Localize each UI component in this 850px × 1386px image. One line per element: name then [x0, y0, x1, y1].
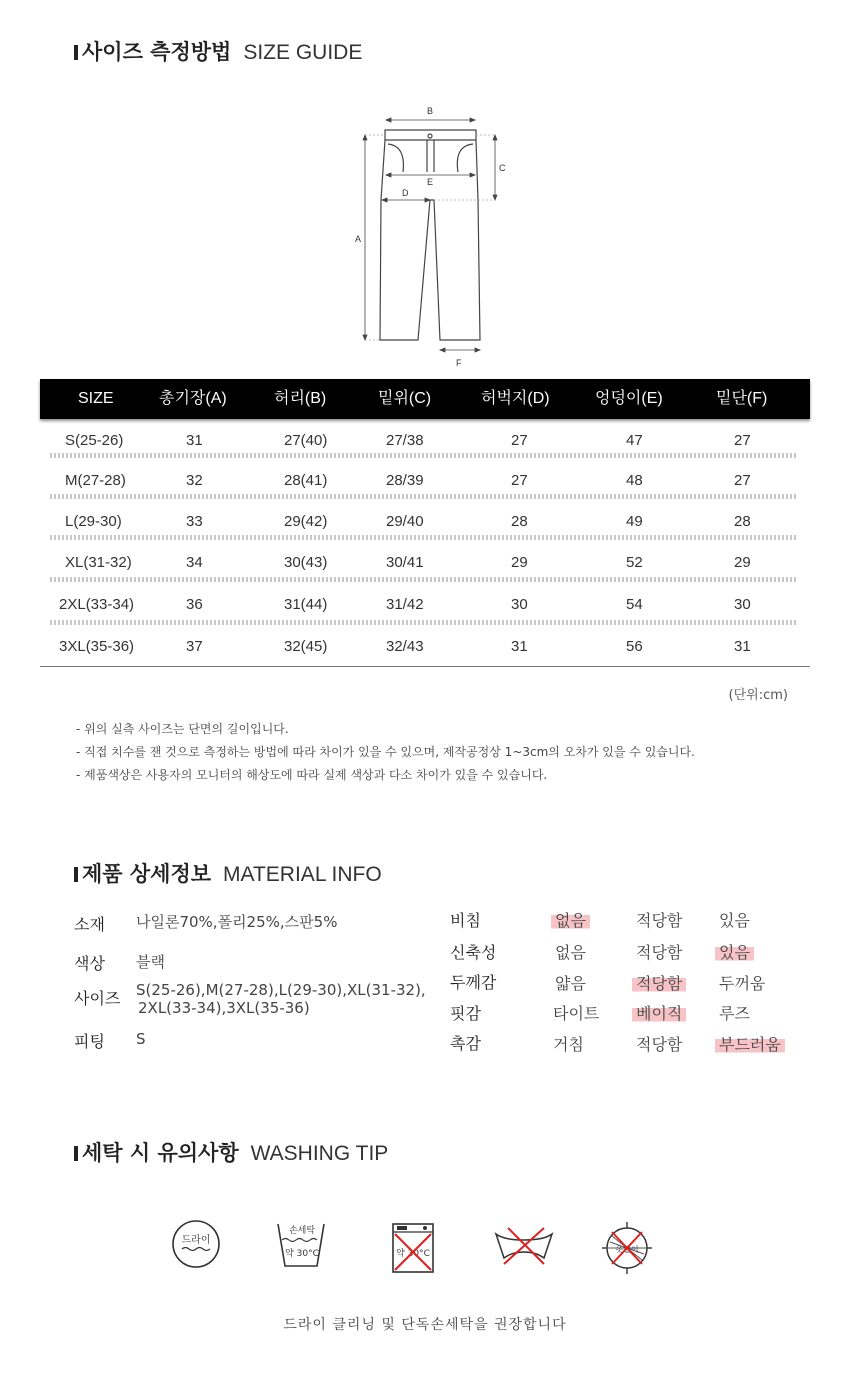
material-label: 소재	[74, 915, 105, 934]
size-notes	[76, 718, 695, 787]
dry-clean-icon	[170, 1218, 222, 1270]
cell-hip: 47	[626, 432, 643, 449]
title-bar-marker	[74, 45, 78, 60]
color-label: 색상	[74, 954, 105, 973]
fit-label: 핏감	[450, 1004, 481, 1023]
cell-thigh: 29	[511, 554, 528, 571]
no-machine-wash-icon	[389, 1218, 437, 1276]
cell-hem: 31	[734, 638, 751, 655]
cell-size: L(29-30)	[65, 513, 122, 530]
label-e: E	[427, 177, 434, 187]
fitting-value: S	[136, 1030, 146, 1048]
cell-waist: 28(41)	[284, 472, 328, 489]
no-wringing-icon	[492, 1218, 556, 1270]
texture-option-soft-selected: 부드러움	[719, 1032, 799, 1055]
texture-label: 촉감	[450, 1034, 481, 1053]
header-size: SIZE	[78, 390, 114, 407]
label-b: B	[427, 106, 434, 116]
table-row	[40, 624, 810, 665]
cell-rise: 32/43	[386, 638, 424, 655]
cell-hem: 28	[734, 513, 751, 530]
cell-size: XL(31-32)	[65, 554, 132, 571]
cell-hip: 52	[626, 554, 643, 571]
table-row	[40, 540, 810, 581]
cell-size: 2XL(33-34)	[59, 596, 135, 613]
fitting-label: 피팅	[74, 1032, 105, 1051]
sheerness-option-moderate: 적당함	[636, 911, 683, 930]
label-c: C	[499, 163, 506, 173]
hand-wash-icon-temp: 약 30°C	[285, 1249, 319, 1259]
thickness-option-thick: 두꺼움	[719, 974, 766, 993]
fit-option-loose: 루즈	[719, 1004, 750, 1023]
size-label: 사이즈	[74, 989, 121, 1008]
cell-thigh: 27	[511, 472, 528, 489]
unit-note: (단위:cm)	[728, 688, 788, 703]
cell-waist: 31(44)	[284, 596, 328, 613]
stretch-option-yes-selected: 있음	[719, 940, 799, 963]
hand-wash-icon-label: 손세탁	[288, 1226, 316, 1236]
thickness-label: 두께감	[450, 973, 497, 992]
size-value-line2: 2XL(33-34),3XL(35-36)	[138, 999, 310, 1017]
stretch-option-moderate: 적당함	[636, 943, 683, 962]
cell-hip: 49	[626, 513, 643, 530]
cell-length: 32	[186, 472, 203, 489]
hand-wash-icon	[273, 1218, 329, 1272]
cell-rise: 30/41	[386, 554, 424, 571]
title-bar-marker	[74, 1146, 78, 1161]
label-f: F	[456, 358, 462, 368]
cell-hip: 48	[626, 472, 643, 489]
cell-rise: 29/40	[386, 513, 424, 530]
cell-size: S(25-26)	[65, 432, 124, 449]
header-length: 총기장(A)	[159, 390, 227, 407]
cell-hip: 54	[626, 596, 643, 613]
table-bottom-line	[40, 666, 810, 667]
thickness-option-moderate-selected: 적당함	[636, 971, 716, 994]
note-line: - 직접 치수를 잰 것으로 측정하는 방법에 따라 차이가 있을 수 있으며, 제작공정상 1~3cm의 오차가 있을 수 있습니다.	[76, 745, 695, 759]
table-row	[40, 499, 810, 540]
cell-length: 34	[186, 554, 203, 571]
title-bar-marker	[74, 867, 78, 882]
stretch-label: 신축성	[450, 943, 497, 962]
table-row	[40, 458, 810, 499]
cell-waist: 29(42)	[284, 513, 328, 530]
cell-rise: 27/38	[386, 432, 424, 449]
no-sun-dry-icon-text: 옷걸이	[615, 1245, 639, 1254]
texture-option-rough: 거침	[553, 1035, 584, 1054]
cell-rise: 28/39	[386, 472, 424, 489]
note-line: - 제품색상은 사용자의 모니터의 해상도에 따라 실제 색상과 다소 차이가 있을 수 있습니다.	[76, 768, 548, 782]
header-waist: 허리(B)	[274, 390, 327, 407]
cell-length: 36	[186, 596, 203, 613]
cell-thigh: 31	[511, 638, 528, 655]
cell-waist: 30(43)	[284, 554, 328, 571]
dry-clean-icon-text: 드라이	[181, 1235, 211, 1246]
cell-hem: 27	[734, 432, 751, 449]
stretch-option-none: 없음	[555, 943, 586, 962]
material-info-title: 제품 상세정보 MATERIAL INFO	[74, 858, 382, 888]
cell-hem: 27	[734, 472, 751, 489]
cell-thigh: 30	[511, 596, 528, 613]
pants-measurement-diagram	[350, 100, 520, 375]
sheerness-label: 비침	[450, 911, 481, 930]
label-d: D	[402, 188, 409, 198]
label-a: A	[355, 234, 362, 244]
cell-rise: 31/42	[386, 596, 424, 613]
cell-thigh: 28	[511, 513, 528, 530]
cell-length: 31	[186, 432, 203, 449]
washing-tip-title: 세탁 시 유의사항 WASHING TIP	[74, 1137, 388, 1167]
sheerness-option-none-selected: 없음	[555, 908, 635, 931]
texture-option-moderate: 적당함	[636, 1035, 683, 1054]
thickness-option-thin: 얇음	[555, 974, 586, 993]
cell-thigh: 27	[511, 432, 528, 449]
fit-option-tight: 타이트	[553, 1004, 600, 1023]
header-hip: 엉덩이(E)	[595, 390, 663, 407]
no-machine-wash-icon-text: 약 30°C	[396, 1249, 430, 1259]
cell-waist: 32(45)	[284, 638, 328, 655]
cell-hip: 56	[626, 638, 643, 655]
header-hem: 밑단(F)	[716, 390, 768, 407]
table-row	[40, 582, 810, 623]
color-value: 블랙	[136, 953, 165, 971]
header-thigh: 허벅지(D)	[481, 390, 550, 407]
size-guide-title: 사이즈 측정방법 SIZE GUIDE	[74, 36, 362, 66]
no-sun-dry-icon	[600, 1220, 654, 1276]
size-table-header	[40, 379, 810, 419]
sheerness-option-yes: 있음	[719, 911, 750, 930]
header-rise: 밑위(C)	[378, 390, 432, 407]
cell-length: 37	[186, 638, 203, 655]
cell-waist: 27(40)	[284, 432, 328, 449]
cell-size: M(27-28)	[65, 472, 126, 489]
fit-option-basic-selected: 베이직	[636, 1001, 716, 1024]
material-value: 나일론70%,폴리25%,스판5%	[136, 913, 338, 931]
washing-note: 드라이 클리닝 및 단독손세탁을 권장합니다	[283, 1317, 567, 1333]
note-line: - 위의 실측 사이즈는 단면의 길이입니다.	[76, 722, 289, 736]
cell-hem: 29	[734, 554, 751, 571]
cell-hem: 30	[734, 596, 751, 613]
size-value: S(25-26),M(27-28),L(29-30),XL(31-32),	[136, 981, 426, 999]
cell-size: 3XL(35-36)	[59, 638, 135, 655]
cell-length: 33	[186, 513, 203, 530]
